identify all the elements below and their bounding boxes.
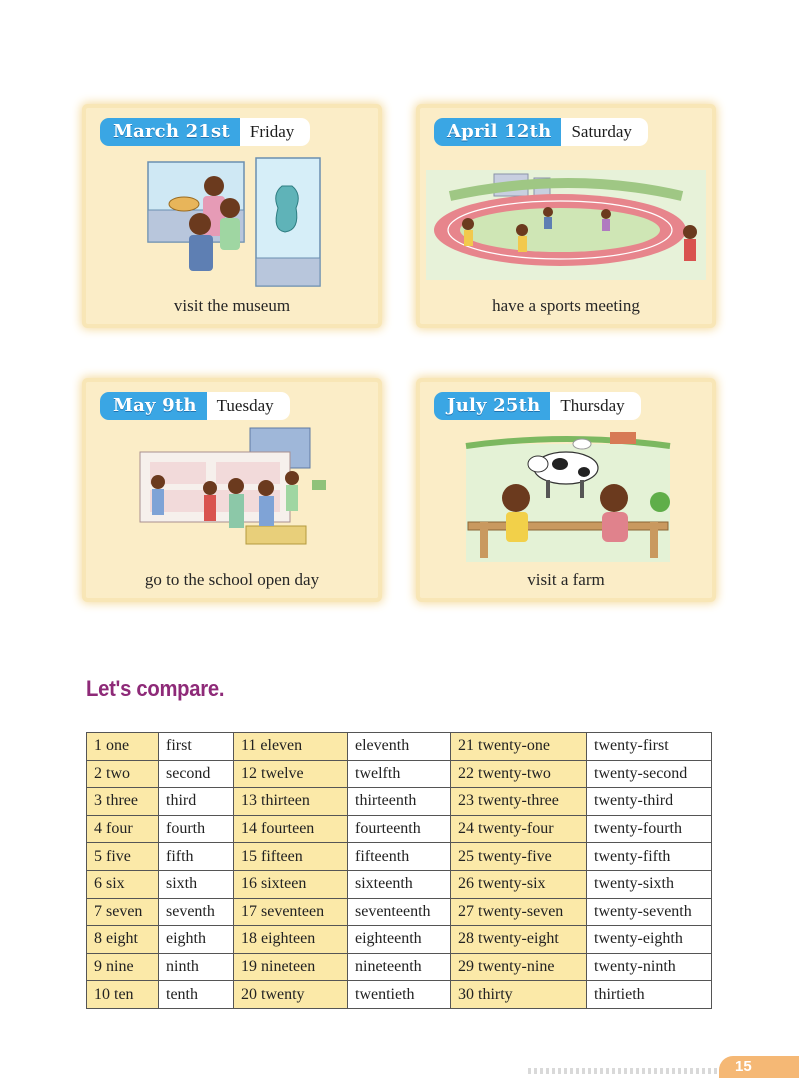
table-row: [87, 926, 712, 954]
cardinal-number-cell: 19 nineteen: [234, 953, 348, 981]
ordinal-number-cell: first: [159, 733, 234, 761]
date-banner: [100, 392, 290, 420]
cardinal-number-cell: 26 twenty-six: [451, 870, 587, 898]
weekday-label: Saturday: [561, 118, 647, 146]
ordinal-number-cell: fourteenth: [348, 815, 451, 843]
activity-card-school-open-day: [86, 382, 378, 598]
ordinal-number-cell: twenty-fourth: [587, 815, 712, 843]
ordinal-number-cell: twenty-seventh: [587, 898, 712, 926]
cardinal-number-cell: 3 three: [87, 788, 159, 816]
table-row: [87, 953, 712, 981]
ordinal-number-cell: twenty-first: [587, 733, 712, 761]
date-banner: [434, 392, 641, 420]
section-heading: Let's compare.: [86, 676, 225, 701]
table-row: [87, 870, 712, 898]
date-banner: [100, 118, 310, 146]
cardinal-number-cell: 24 twenty-four: [451, 815, 587, 843]
ordinal-number-cell: tenth: [159, 981, 234, 1009]
ordinal-number-cell: twenty-ninth: [587, 953, 712, 981]
page-number-tab: [719, 1056, 799, 1078]
weekday-label: Tuesday: [207, 392, 290, 420]
table-row: [87, 733, 712, 761]
table-row: [87, 898, 712, 926]
ordinal-number-cell: twenty-third: [587, 788, 712, 816]
date-label: May 9th: [100, 392, 207, 420]
cardinal-number-cell: 30 thirty: [451, 981, 587, 1009]
ordinal-number-cell: sixteenth: [348, 870, 451, 898]
ordinal-number-cell: twentieth: [348, 981, 451, 1009]
date-banner: [434, 118, 648, 146]
cardinal-number-cell: 29 twenty-nine: [451, 953, 587, 981]
date-label: April 12th: [434, 118, 561, 146]
ordinal-number-cell: twelfth: [348, 760, 451, 788]
ordinal-number-cell: second: [159, 760, 234, 788]
ordinal-number-cell: twenty-second: [587, 760, 712, 788]
farm-illustration: [420, 422, 712, 562]
cardinal-number-cell: 7 seven: [87, 898, 159, 926]
ordinal-number-cell: seventh: [159, 898, 234, 926]
cardinal-number-cell: 18 eighteen: [234, 926, 348, 954]
number-comparison-table: [86, 732, 712, 1009]
cardinal-number-cell: 1 one: [87, 733, 159, 761]
cardinal-number-cell: 27 twenty-seven: [451, 898, 587, 926]
activity-caption: have a sports meeting: [492, 296, 640, 315]
activity-card-sports-meeting: [420, 108, 712, 324]
footer-marks: [528, 1068, 718, 1074]
ordinal-number-cell: fifth: [159, 843, 234, 871]
date-label: March 21st: [100, 118, 240, 146]
cardinal-number-cell: 4 four: [87, 815, 159, 843]
ordinal-number-cell: thirteenth: [348, 788, 451, 816]
cardinal-number-cell: 11 eleven: [234, 733, 348, 761]
page-number: 15: [735, 1058, 752, 1075]
ordinal-number-cell: sixth: [159, 870, 234, 898]
ordinal-number-cell: seventeenth: [348, 898, 451, 926]
activity-card-museum: [86, 108, 378, 324]
activity-caption: go to the school open day: [144, 570, 320, 589]
table-row: [87, 981, 712, 1009]
cardinal-number-cell: 15 fifteen: [234, 843, 348, 871]
ordinal-number-cell: fifteenth: [348, 843, 451, 871]
cardinal-number-cell: 28 twenty-eight: [451, 926, 587, 954]
cardinal-number-cell: 9 nine: [87, 953, 159, 981]
ordinal-number-cell: eighth: [159, 926, 234, 954]
cardinal-number-cell: 5 five: [87, 843, 159, 871]
table-row: [87, 815, 712, 843]
cardinal-number-cell: 23 twenty-three: [451, 788, 587, 816]
ordinal-number-cell: eighteenth: [348, 926, 451, 954]
cardinal-number-cell: 12 twelve: [234, 760, 348, 788]
school-open-day-illustration: [86, 422, 378, 562]
museum-illustration: [86, 148, 378, 288]
cardinal-number-cell: 14 fourteen: [234, 815, 348, 843]
activity-caption: visit a farm: [527, 570, 605, 589]
ordinal-number-cell: twenty-fifth: [587, 843, 712, 871]
ordinal-number-cell: thirtieth: [587, 981, 712, 1009]
table-row: [87, 760, 712, 788]
ordinal-number-cell: nineteenth: [348, 953, 451, 981]
ordinal-number-cell: ninth: [159, 953, 234, 981]
cardinal-number-cell: 8 eight: [87, 926, 159, 954]
cardinal-number-cell: 2 two: [87, 760, 159, 788]
cardinal-number-cell: 20 twenty: [234, 981, 348, 1009]
table-row: [87, 788, 712, 816]
cardinal-number-cell: 10 ten: [87, 981, 159, 1009]
weekday-label: Friday: [240, 118, 310, 146]
activity-caption: visit the museum: [173, 296, 291, 315]
sports-meeting-illustration: [420, 148, 712, 288]
ordinal-number-cell: twenty-sixth: [587, 870, 712, 898]
activity-card-farm: [420, 382, 712, 598]
cardinal-number-cell: 25 twenty-five: [451, 843, 587, 871]
cardinal-number-cell: 22 twenty-two: [451, 760, 587, 788]
weekday-label: Thursday: [550, 392, 640, 420]
date-label: July 25th: [434, 392, 550, 420]
cardinal-number-cell: 13 thirteen: [234, 788, 348, 816]
ordinal-number-cell: third: [159, 788, 234, 816]
ordinal-number-cell: fourth: [159, 815, 234, 843]
ordinal-number-cell: eleventh: [348, 733, 451, 761]
cardinal-number-cell: 17 seventeen: [234, 898, 348, 926]
ordinal-number-cell: twenty-eighth: [587, 926, 712, 954]
cardinal-number-cell: 21 twenty-one: [451, 733, 587, 761]
table-row: [87, 843, 712, 871]
cardinal-number-cell: 16 sixteen: [234, 870, 348, 898]
cardinal-number-cell: 6 six: [87, 870, 159, 898]
